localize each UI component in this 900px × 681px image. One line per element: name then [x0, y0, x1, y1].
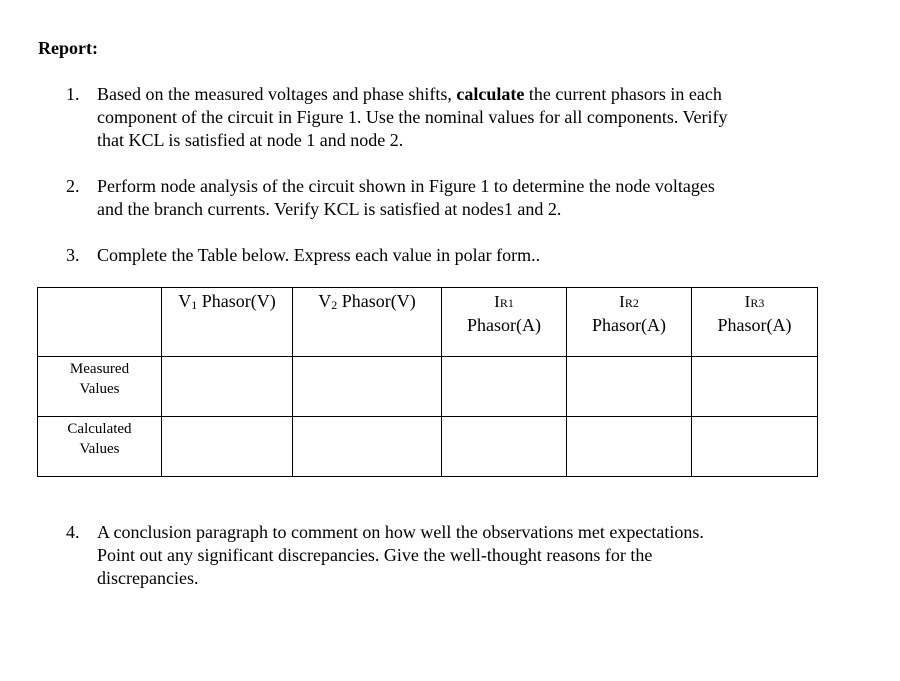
- table-cell-empty: [293, 417, 442, 477]
- table-cell-empty: [293, 357, 442, 417]
- item-text: [97, 175, 826, 221]
- item-line: component of the circuit in Figure 1. Use the nominal values for all components. Verify: [97, 107, 728, 127]
- report-item-2: [66, 175, 826, 221]
- header-symbol: V: [178, 291, 192, 311]
- table-cell-empty: [442, 357, 567, 417]
- item-text-segment: the current phasors in each: [524, 84, 722, 104]
- table-row-measured: [38, 357, 818, 417]
- row-label-line: Values: [79, 381, 120, 397]
- table-cell-empty: [442, 417, 567, 477]
- header-label: Phasor(A): [592, 315, 666, 335]
- table-row-calculated: [38, 417, 818, 477]
- row-label-measured: [38, 357, 162, 417]
- item-line: Complete the Table below. Express each value in polar form..: [97, 245, 541, 265]
- header-ir3-phasor: [692, 288, 818, 357]
- header-ir1-phasor: [442, 288, 567, 357]
- row-label-calculated: [38, 417, 162, 477]
- header-subscript: 2: [331, 298, 338, 312]
- table-cell-empty: [567, 357, 692, 417]
- phasor-table: [37, 287, 818, 477]
- item-line: discrepancies.: [97, 568, 199, 588]
- table-cell-empty: [162, 417, 293, 477]
- item-text: [97, 83, 826, 152]
- item-text: [97, 244, 826, 267]
- report-heading: Report:: [38, 38, 98, 58]
- header-symbol: I: [619, 292, 625, 311]
- item-line: Perform node analysis of the circuit shown in Figure 1 to determine the node voltages: [97, 176, 715, 196]
- row-label-line: Values: [79, 441, 120, 457]
- report-item-1: [66, 83, 826, 152]
- header-ir2-phasor: [567, 288, 692, 357]
- header-subscript: R2: [624, 296, 639, 310]
- row-label-line: Calculated: [67, 421, 132, 437]
- item-number: 1.: [66, 84, 80, 104]
- report-item-4: [66, 521, 826, 590]
- table-cell-empty: [162, 357, 293, 417]
- item-line: Point out any significant discrepancies. Give the well-thought reasons for the: [97, 545, 653, 565]
- row-label-line: Measured: [69, 361, 130, 377]
- table-cell-empty: [692, 357, 818, 417]
- header-label: Phasor(V): [197, 291, 276, 311]
- item-number: 3.: [66, 245, 80, 265]
- item-text: [97, 521, 826, 590]
- table-cell-empty: [692, 417, 818, 477]
- item-bold-word: calculate: [456, 84, 525, 104]
- header-symbol: V: [318, 291, 332, 311]
- item-number: 2.: [66, 176, 80, 196]
- report-item-3: [66, 244, 826, 267]
- header-v1-phasor: [162, 288, 293, 357]
- table-header-row: [38, 288, 818, 357]
- header-label: Phasor(V): [337, 291, 416, 311]
- item-line: and the branch currents. Verify KCL is satisfied at nodes1 and 2.: [97, 199, 562, 219]
- header-subscript: R1: [499, 296, 514, 310]
- item-number: 4.: [66, 522, 80, 542]
- header-symbol: I: [744, 292, 751, 311]
- header-symbol: I: [494, 292, 500, 311]
- item-line: A conclusion paragraph to comment on how well the observations met expectations.: [97, 522, 704, 542]
- header-subscript: R3: [750, 296, 765, 310]
- table-corner-cell: [38, 288, 162, 357]
- header-label: Phasor(A): [467, 315, 541, 335]
- header-subscript: 1: [191, 298, 198, 312]
- header-label: Phasor(A): [717, 315, 792, 335]
- item-text-segment: Based on the measured voltages and phase shifts,: [97, 84, 457, 104]
- item-line: that KCL is satisfied at node 1 and node 2.: [97, 130, 404, 150]
- table-cell-empty: [567, 417, 692, 477]
- item-line: [97, 83, 826, 106]
- header-v2-phasor: [293, 288, 442, 357]
